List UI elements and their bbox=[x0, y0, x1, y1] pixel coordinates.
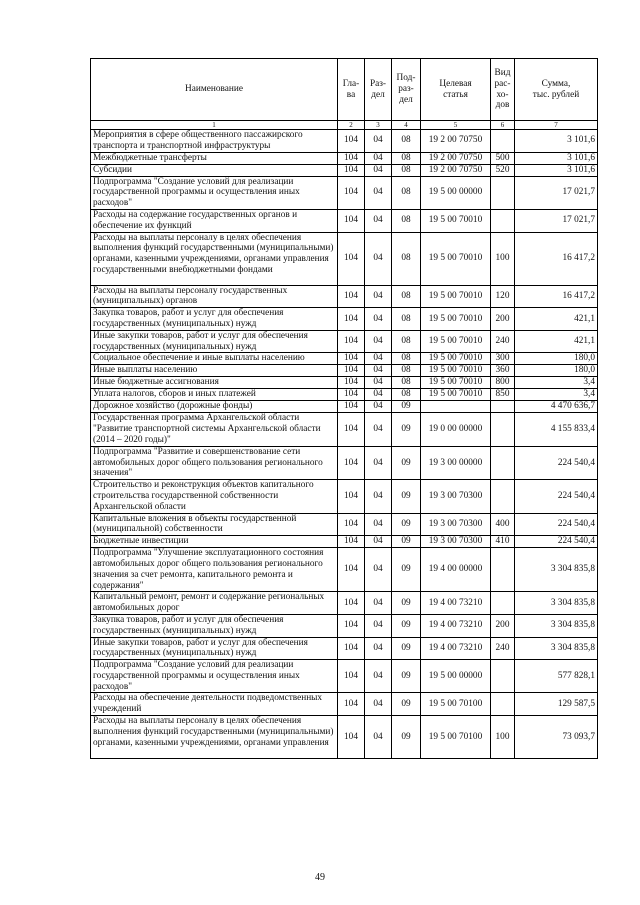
cell-name: Уплата налогов, сборов и иных платежей bbox=[91, 389, 338, 401]
header-subsection: Под- раз- дел bbox=[392, 59, 421, 121]
cell-expense-type bbox=[491, 446, 515, 479]
table-row bbox=[91, 480, 598, 513]
cell-chapter: 104 bbox=[338, 308, 365, 331]
cell-chapter: 104 bbox=[338, 130, 365, 153]
cell-section: 04 bbox=[365, 592, 392, 615]
cell-name: Социальное обеспечение и иные выплаты населению bbox=[91, 353, 338, 365]
cell-target: 19 5 00 70010 bbox=[421, 353, 491, 365]
cell-subsection: 09 bbox=[392, 536, 421, 548]
cell-section: 04 bbox=[365, 389, 392, 401]
cell-amount: 17 021,7 bbox=[515, 176, 598, 209]
cell-name: Субсидии bbox=[91, 164, 338, 176]
cell-expense-type: 800 bbox=[491, 377, 515, 389]
cell-subsection: 08 bbox=[392, 285, 421, 308]
cell-subsection: 09 bbox=[392, 637, 421, 660]
cell-chapter: 104 bbox=[338, 285, 365, 308]
cell-expense-type bbox=[491, 130, 515, 153]
cell-target: 19 5 00 70010 bbox=[421, 285, 491, 308]
cell-chapter: 104 bbox=[338, 176, 365, 209]
cell-chapter: 104 bbox=[338, 614, 365, 637]
column-number: 2 bbox=[338, 121, 365, 130]
cell-expense-type: 100 bbox=[491, 716, 515, 759]
cell-subsection: 09 bbox=[392, 401, 421, 413]
cell-expense-type: 200 bbox=[491, 308, 515, 331]
cell-subsection: 08 bbox=[392, 365, 421, 377]
table-row bbox=[91, 637, 598, 660]
table-row bbox=[91, 513, 598, 536]
cell-subsection: 08 bbox=[392, 152, 421, 164]
cell-expense-type bbox=[491, 548, 515, 592]
cell-section: 04 bbox=[365, 693, 392, 716]
table-row bbox=[91, 130, 598, 153]
cell-chapter: 104 bbox=[338, 164, 365, 176]
cell-name: Подпрограмма "Создание условий для реализации государственной программы и осуществления иных расходов" bbox=[91, 176, 338, 209]
cell-chapter: 104 bbox=[338, 330, 365, 353]
cell-section: 04 bbox=[365, 164, 392, 176]
cell-expense-type bbox=[491, 176, 515, 209]
cell-section: 04 bbox=[365, 209, 392, 232]
cell-amount: 3 304 835,8 bbox=[515, 614, 598, 637]
table-body bbox=[91, 130, 598, 759]
cell-expense-type: 520 bbox=[491, 164, 515, 176]
cell-name: Иные закупки товаров, работ и услуг для обеспечения государственных (муниципальных) нужд bbox=[91, 330, 338, 353]
cell-subsection: 09 bbox=[392, 592, 421, 615]
column-number: 7 bbox=[515, 121, 598, 130]
cell-amount: 577 828,1 bbox=[515, 660, 598, 693]
table-row bbox=[91, 209, 598, 232]
cell-subsection: 08 bbox=[392, 130, 421, 153]
cell-target: 19 4 00 73210 bbox=[421, 614, 491, 637]
cell-expense-type: 240 bbox=[491, 637, 515, 660]
cell-name: Закупка товаров, работ и услуг для обеспечения государственных (муниципальных) нужд bbox=[91, 308, 338, 331]
cell-name: Бюджетные инвестиции bbox=[91, 536, 338, 548]
cell-section: 04 bbox=[365, 513, 392, 536]
column-number: 3 bbox=[365, 121, 392, 130]
cell-section: 04 bbox=[365, 377, 392, 389]
table-row bbox=[91, 389, 598, 401]
table-row bbox=[91, 536, 598, 548]
cell-chapter: 104 bbox=[338, 413, 365, 446]
cell-target: 19 5 00 70010 bbox=[421, 232, 491, 285]
cell-section: 04 bbox=[365, 308, 392, 331]
cell-amount: 3 304 835,8 bbox=[515, 637, 598, 660]
cell-amount: 129 587,5 bbox=[515, 693, 598, 716]
cell-amount: 3 304 835,8 bbox=[515, 592, 598, 615]
cell-target: 19 5 00 70100 bbox=[421, 716, 491, 759]
cell-section: 04 bbox=[365, 548, 392, 592]
header-name: Наименование bbox=[91, 59, 338, 121]
cell-amount: 180,0 bbox=[515, 353, 598, 365]
cell-target: 19 0 00 00000 bbox=[421, 413, 491, 446]
cell-chapter: 104 bbox=[338, 637, 365, 660]
column-number: 4 bbox=[392, 121, 421, 130]
cell-chapter: 104 bbox=[338, 389, 365, 401]
cell-name: Расходы на содержание государственных органов и обеспечение их функций bbox=[91, 209, 338, 232]
header-target: Целевая статья bbox=[421, 59, 491, 121]
cell-chapter: 104 bbox=[338, 446, 365, 479]
table-row bbox=[91, 353, 598, 365]
cell-amount: 4 155 833,4 bbox=[515, 413, 598, 446]
cell-section: 04 bbox=[365, 413, 392, 446]
cell-amount: 3,4 bbox=[515, 377, 598, 389]
cell-subsection: 08 bbox=[392, 353, 421, 365]
cell-expense-type: 300 bbox=[491, 353, 515, 365]
cell-name: Капитальные вложения в объекты государственной (муниципальной) собственности bbox=[91, 513, 338, 536]
table-row bbox=[91, 164, 598, 176]
cell-section: 04 bbox=[365, 330, 392, 353]
cell-chapter: 104 bbox=[338, 377, 365, 389]
cell-target: 19 5 00 00000 bbox=[421, 176, 491, 209]
cell-name: Расходы на обеспечение деятельности подведомственных учреждений bbox=[91, 693, 338, 716]
cell-subsection: 09 bbox=[392, 660, 421, 693]
cell-name: Иные бюджетные ассигнования bbox=[91, 377, 338, 389]
cell-name: Мероприятия в сфере общественного пассажирского транспорта и транспортной инфраструктуры bbox=[91, 130, 338, 153]
cell-section: 04 bbox=[365, 401, 392, 413]
cell-amount: 3 101,6 bbox=[515, 152, 598, 164]
cell-subsection: 08 bbox=[392, 330, 421, 353]
cell-section: 04 bbox=[365, 365, 392, 377]
cell-expense-type: 360 bbox=[491, 365, 515, 377]
cell-target: 19 2 00 70750 bbox=[421, 152, 491, 164]
table-row bbox=[91, 660, 598, 693]
column-number: 6 bbox=[491, 121, 515, 130]
header-chapter: Гла- ва bbox=[338, 59, 365, 121]
table-row bbox=[91, 446, 598, 479]
cell-name: Подпрограмма "Развитие и совершенствование сети автомобильных дорог общего пользования регионального значения" bbox=[91, 446, 338, 479]
cell-target: 19 4 00 73210 bbox=[421, 592, 491, 615]
table-row bbox=[91, 176, 598, 209]
cell-target: 19 5 00 70010 bbox=[421, 377, 491, 389]
cell-amount: 180,0 bbox=[515, 365, 598, 377]
cell-chapter: 104 bbox=[338, 660, 365, 693]
cell-name: Межбюджетные трансферты bbox=[91, 152, 338, 164]
table-row bbox=[91, 377, 598, 389]
cell-expense-type: 410 bbox=[491, 536, 515, 548]
cell-expense-type bbox=[491, 660, 515, 693]
cell-subsection: 08 bbox=[392, 176, 421, 209]
table-row bbox=[91, 548, 598, 592]
cell-target: 19 3 00 70300 bbox=[421, 536, 491, 548]
cell-subsection: 08 bbox=[392, 389, 421, 401]
table-row bbox=[91, 308, 598, 331]
header-row bbox=[91, 59, 598, 121]
cell-expense-type: 500 bbox=[491, 152, 515, 164]
cell-target: 19 3 00 70300 bbox=[421, 513, 491, 536]
cell-amount: 3 101,6 bbox=[515, 164, 598, 176]
cell-subsection: 08 bbox=[392, 209, 421, 232]
cell-chapter: 104 bbox=[338, 365, 365, 377]
cell-amount: 73 093,7 bbox=[515, 716, 598, 759]
cell-amount: 3 304 835,8 bbox=[515, 548, 598, 592]
table-row bbox=[91, 401, 598, 413]
table-row bbox=[91, 716, 598, 759]
cell-section: 04 bbox=[365, 130, 392, 153]
cell-expense-type: 400 bbox=[491, 513, 515, 536]
cell-section: 04 bbox=[365, 536, 392, 548]
cell-name: Расходы на выплаты персоналу в целях обеспечения выполнения функций государственными (муниципальными) органами, казенными учреждениями, органами управления государственными внебюджетными фондами bbox=[91, 232, 338, 285]
cell-amount: 421,1 bbox=[515, 308, 598, 331]
column-number-row bbox=[91, 121, 598, 130]
cell-subsection: 08 bbox=[392, 308, 421, 331]
cell-target: 19 5 00 70010 bbox=[421, 389, 491, 401]
cell-chapter: 104 bbox=[338, 592, 365, 615]
cell-chapter: 104 bbox=[338, 536, 365, 548]
cell-name: Закупка товаров, работ и услуг для обеспечения государственных (муниципальных) нужд bbox=[91, 614, 338, 637]
cell-target: 19 5 00 00000 bbox=[421, 660, 491, 693]
cell-section: 04 bbox=[365, 285, 392, 308]
cell-subsection: 09 bbox=[392, 693, 421, 716]
cell-name: Дорожное хозяйство (дорожные фонды) bbox=[91, 401, 338, 413]
cell-target: 19 5 00 70010 bbox=[421, 330, 491, 353]
cell-section: 04 bbox=[365, 176, 392, 209]
cell-expense-type: 100 bbox=[491, 232, 515, 285]
cell-expense-type: 240 bbox=[491, 330, 515, 353]
table-row bbox=[91, 285, 598, 308]
cell-section: 04 bbox=[365, 480, 392, 513]
cell-section: 04 bbox=[365, 614, 392, 637]
cell-target: 19 3 00 00000 bbox=[421, 446, 491, 479]
cell-chapter: 104 bbox=[338, 716, 365, 759]
cell-chapter: 104 bbox=[338, 353, 365, 365]
cell-name: Подпрограмма "Создание условий для реализации государственной программы и осуществления иных расходов" bbox=[91, 660, 338, 693]
cell-expense-type: 120 bbox=[491, 285, 515, 308]
cell-target: 19 5 00 70010 bbox=[421, 308, 491, 331]
cell-subsection: 09 bbox=[392, 413, 421, 446]
cell-chapter: 104 bbox=[338, 513, 365, 536]
cell-amount: 17 021,7 bbox=[515, 209, 598, 232]
table-row bbox=[91, 693, 598, 716]
cell-target: 19 2 00 70750 bbox=[421, 130, 491, 153]
cell-section: 04 bbox=[365, 152, 392, 164]
header-amount: Сумма, тыс. рублей bbox=[515, 59, 598, 121]
table-row bbox=[91, 152, 598, 164]
table-row bbox=[91, 614, 598, 637]
cell-amount: 224 540,4 bbox=[515, 446, 598, 479]
cell-target: 19 5 00 70010 bbox=[421, 209, 491, 232]
cell-expense-type bbox=[491, 413, 515, 446]
cell-amount: 3,4 bbox=[515, 389, 598, 401]
cell-subsection: 08 bbox=[392, 164, 421, 176]
cell-expense-type bbox=[491, 401, 515, 413]
cell-subsection: 08 bbox=[392, 377, 421, 389]
cell-chapter: 104 bbox=[338, 401, 365, 413]
table-row bbox=[91, 413, 598, 446]
cell-target: 19 5 00 70010 bbox=[421, 365, 491, 377]
cell-target bbox=[421, 401, 491, 413]
cell-chapter: 104 bbox=[338, 693, 365, 716]
table-row bbox=[91, 592, 598, 615]
page-number: 49 bbox=[315, 872, 325, 883]
cell-subsection: 09 bbox=[392, 480, 421, 513]
cell-chapter: 104 bbox=[338, 232, 365, 285]
cell-section: 04 bbox=[365, 446, 392, 479]
column-number: 5 bbox=[421, 121, 491, 130]
table-row bbox=[91, 232, 598, 285]
cell-amount: 224 540,4 bbox=[515, 536, 598, 548]
cell-name: Иные закупки товаров, работ и услуг для обеспечения государственных (муниципальных) нужд bbox=[91, 637, 338, 660]
cell-amount: 3 101,6 bbox=[515, 130, 598, 153]
cell-expense-type bbox=[491, 480, 515, 513]
cell-expense-type bbox=[491, 592, 515, 615]
cell-name: Расходы на выплаты персоналу государственных (муниципальных) органов bbox=[91, 285, 338, 308]
table-row bbox=[91, 330, 598, 353]
cell-section: 04 bbox=[365, 660, 392, 693]
column-number: 1 bbox=[91, 121, 338, 130]
cell-name: Расходы на выплаты персоналу в целях обеспечения выполнения функций государственными (муниципальными) органами, казенными учреждениями, органами управления bbox=[91, 716, 338, 759]
cell-chapter: 104 bbox=[338, 209, 365, 232]
cell-target: 19 2 00 70750 bbox=[421, 164, 491, 176]
cell-subsection: 09 bbox=[392, 548, 421, 592]
table-row bbox=[91, 365, 598, 377]
cell-amount: 421,1 bbox=[515, 330, 598, 353]
cell-expense-type: 200 bbox=[491, 614, 515, 637]
cell-chapter: 104 bbox=[338, 152, 365, 164]
cell-name: Подпрограмма "Улучшение эксплуатационного состояния автомобильных дорог общего пользования регионального значения за счет ремонта, капитального ремонта и содержания" bbox=[91, 548, 338, 592]
cell-name: Иные выплаты населению bbox=[91, 365, 338, 377]
cell-name: Строительство и реконструкция объектов капитального строительства государственной собственности Архангельской области bbox=[91, 480, 338, 513]
header-expense-type: Вид рас- хо- дов bbox=[491, 59, 515, 121]
cell-name: Государственная программа Архангельской области "Развитие транспортной системы Архангельской области (2014 – 2020 годы)" bbox=[91, 413, 338, 446]
cell-section: 04 bbox=[365, 716, 392, 759]
cell-section: 04 bbox=[365, 637, 392, 660]
cell-subsection: 09 bbox=[392, 446, 421, 479]
cell-subsection: 08 bbox=[392, 232, 421, 285]
cell-expense-type bbox=[491, 209, 515, 232]
cell-chapter: 104 bbox=[338, 480, 365, 513]
cell-amount: 4 470 636,7 bbox=[515, 401, 598, 413]
cell-target: 19 4 00 73210 bbox=[421, 637, 491, 660]
cell-amount: 16 417,2 bbox=[515, 285, 598, 308]
cell-subsection: 09 bbox=[392, 716, 421, 759]
cell-target: 19 3 00 70300 bbox=[421, 480, 491, 513]
cell-expense-type bbox=[491, 693, 515, 716]
cell-chapter: 104 bbox=[338, 548, 365, 592]
cell-name: Капитальный ремонт, ремонт и содержание региональных автомобильных дорог bbox=[91, 592, 338, 615]
header-section: Раз- дел bbox=[365, 59, 392, 121]
cell-target: 19 5 00 70100 bbox=[421, 693, 491, 716]
cell-subsection: 09 bbox=[392, 513, 421, 536]
cell-amount: 224 540,4 bbox=[515, 513, 598, 536]
cell-section: 04 bbox=[365, 232, 392, 285]
cell-expense-type: 850 bbox=[491, 389, 515, 401]
cell-subsection: 09 bbox=[392, 614, 421, 637]
cell-target: 19 4 00 00000 bbox=[421, 548, 491, 592]
cell-amount: 16 417,2 bbox=[515, 232, 598, 285]
cell-section: 04 bbox=[365, 353, 392, 365]
cell-amount: 224 540,4 bbox=[515, 480, 598, 513]
budget-table bbox=[90, 58, 598, 759]
